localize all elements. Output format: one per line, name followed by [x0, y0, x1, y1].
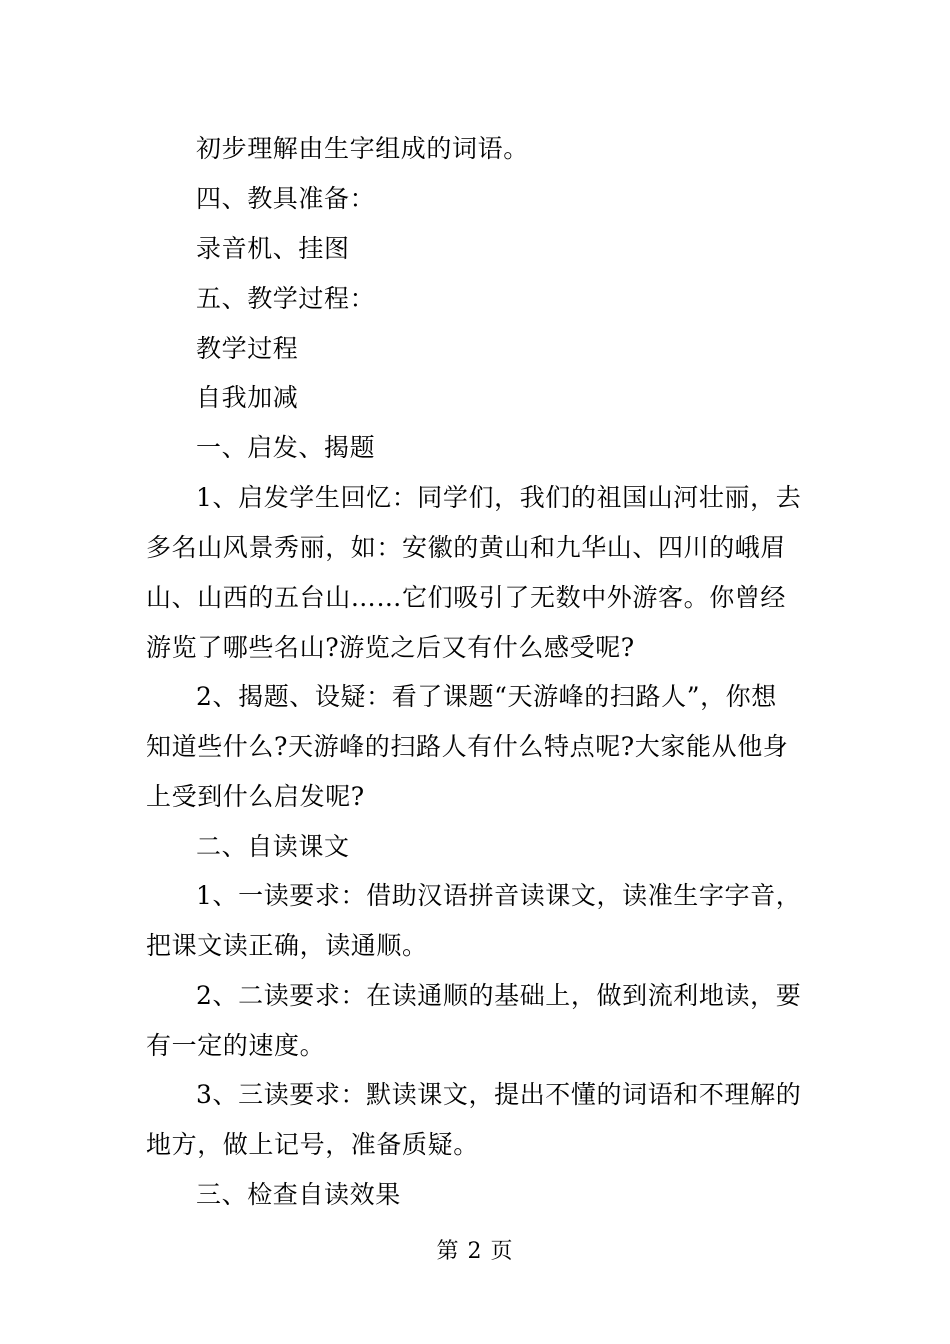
paragraph-line: 录音机、挂图	[196, 234, 350, 263]
paragraph-line: 知道些什么?天游峰的扫路人有什么特点呢?大家能从他身	[146, 732, 789, 761]
paragraph-line: 上受到什么启发呢?	[146, 782, 365, 811]
paragraph-line: 初步理解由生字组成的词语。	[196, 134, 529, 163]
paragraph-line: 2、揭题、设疑：看了课题“天游峰的扫路人”，你想	[196, 682, 777, 711]
paragraph-line: 2、二读要求：在读通顺的基础上，做到流利地读，要	[196, 981, 802, 1010]
section-heading-teaching-process: 五、教学过程：	[196, 284, 376, 313]
section-heading-inspire: 一、启发、揭题	[196, 433, 376, 462]
section-heading-self-reading: 二、自读课文	[196, 832, 350, 861]
paragraph-line: 把课文读正确，读通顺。	[146, 931, 428, 960]
paragraph-line: 1、启发学生回忆：同学们，我们的祖国山河壮丽，去	[196, 483, 802, 512]
paragraph-line: 1、一读要求：借助汉语拼音读课文，读准生字字音，	[196, 881, 802, 910]
paragraph-line: 有一定的速度。	[146, 1031, 326, 1060]
paragraph-line: 游览了哪些名山?游览之后又有什么感受呢?	[146, 633, 635, 662]
paragraph-line: 自我加减	[196, 383, 299, 412]
section-heading-check-results: 三、检查自读效果	[196, 1180, 401, 1209]
paragraph-line: 山、山西的五台山……它们吸引了无数中外游客。你曾经	[146, 583, 787, 612]
paragraph-line: 地方，做上记号，准备质疑。	[146, 1130, 479, 1159]
paragraph-line: 教学过程	[196, 334, 299, 363]
paragraph-line: 3、三读要求：默读课文，提出不懂的词语和不理解的	[196, 1080, 802, 1109]
page-number: 第 2 页	[436, 1239, 514, 1264]
paragraph-line: 多名山风景秀丽，如：安徽的黄山和九华山、四川的峨眉	[146, 533, 787, 562]
section-heading-teaching-aids: 四、教具准备：	[196, 184, 376, 213]
